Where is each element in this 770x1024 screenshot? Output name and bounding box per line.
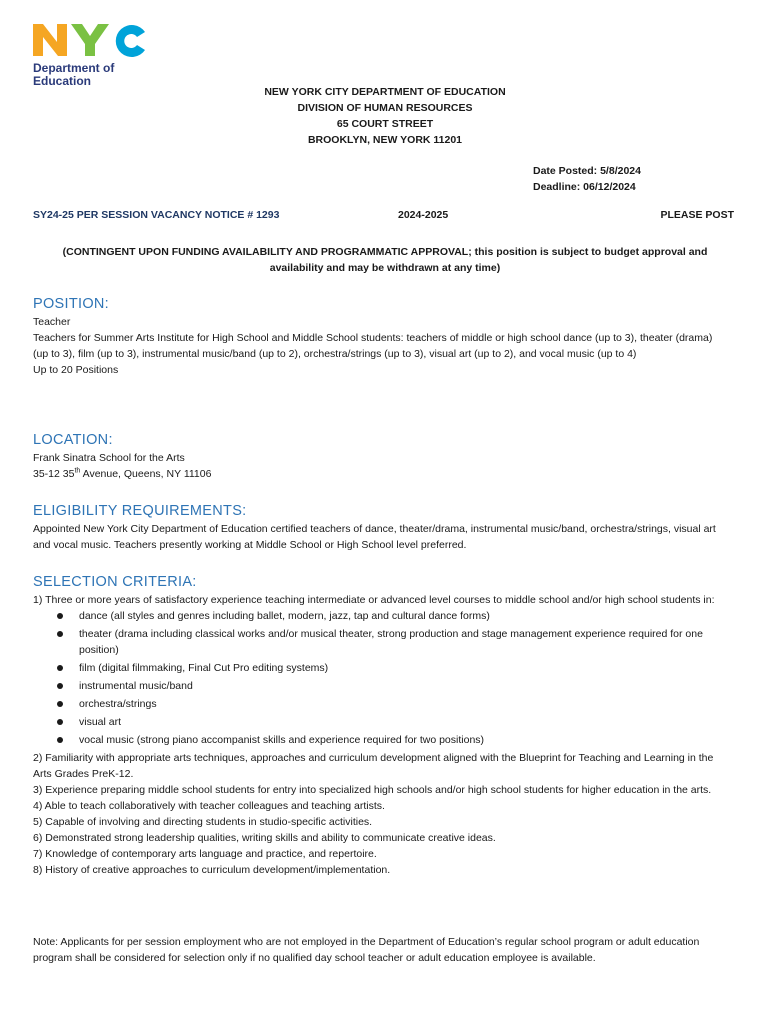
criteria-item: 7) Knowledge of contemporary arts language and practice, and repertoire. — [33, 848, 377, 860]
selection-section — [33, 572, 730, 878]
criteria-item: 8) History of creative approaches to curriculum development/implementation. — [33, 864, 391, 876]
nyc-doe-logo — [33, 22, 149, 88]
logo-letter-n — [33, 24, 67, 56]
address-line: 65 COURT STREET — [336, 118, 434, 130]
section-heading: LOCATION: — [33, 432, 113, 448]
posting-dates — [533, 163, 641, 195]
list-item: dance (all styles and genres including ballet, modern, jazz, tap and cultural dance forms) — [33, 608, 730, 624]
applicant-note: Note: Applicants for per session employment who are not employed in the Department of Education’s regular school program or adult education program shall be considered for selection only if no qualified day school teacher or adult education employee is available. — [33, 936, 700, 964]
school-address: 35-12 35th Avenue, Queens, NY 11106 — [33, 467, 212, 480]
logo-letter-c — [116, 25, 145, 57]
address-line: BROOKLYN, NEW YORK 11201 — [307, 134, 463, 146]
criteria-item: 5) Capable of involving and directing students in studio-specific activities. — [33, 816, 373, 828]
criteria-bullets — [33, 608, 730, 748]
logo-org-name: Department of Education — [33, 61, 115, 88]
address-line: DIVISION OF HUMAN RESOURCES — [297, 102, 473, 114]
criteria-item: 1) Three or more years of satisfactory experience teaching intermediate or advanced level courses to middle school and/or high school students in: — [33, 594, 715, 606]
location-section — [33, 430, 730, 482]
list-item: instrumental music/band — [33, 678, 730, 694]
position-count: Up to 20 Positions — [33, 364, 119, 376]
list-item: theater (drama including classical works and/or musical theater, strong production and stage management experience required for one position) — [33, 626, 730, 658]
please-post: PLEASE POST — [660, 209, 734, 221]
notice-title: SY24-25 PER SESSION VACANCY NOTICE # 1293 — [33, 209, 280, 221]
nyc-logo-icon — [33, 22, 145, 58]
section-heading: SELECTION CRITERIA: — [33, 574, 197, 590]
logo-letter-y — [71, 24, 109, 56]
criteria-item: 6) Demonstrated strong leadership qualities, writing skills and ability to communicate creative ideas. — [33, 832, 496, 844]
position-description: Teachers for Summer Arts Institute for High School and Middle School students: teachers of middle or high school dance (up to 3), theater (drama) (up to 3), film (up to 3), instrumental music/band (up to 2), orchestra/strings (up to 3), visual art (up to 2), and vocal music (up to 4) — [33, 332, 713, 360]
criteria-item: 4) Able to teach collaboratively with teacher colleagues and teaching artists. — [33, 800, 385, 812]
contingent-statement: (CONTINGENT UPON FUNDING AVAILABILITY AND PROGRAMMATIC APPROVAL; this position is subject to budget approval and availability and may be withdrawn at any time) — [62, 246, 708, 274]
date-posted: Date Posted: 5/8/2024 — [533, 165, 641, 177]
list-item: vocal music (strong piano accompanist skills and experience required for two positions) — [33, 732, 730, 748]
position-title: Teacher — [33, 316, 71, 328]
eligibility-section — [33, 501, 730, 553]
deadline: Deadline: 06/12/2024 — [533, 181, 636, 193]
position-section — [33, 294, 730, 378]
address-line: NEW YORK CITY DEPARTMENT OF EDUCATION — [264, 86, 506, 98]
school-name: Frank Sinatra School for the Arts — [33, 452, 185, 464]
criteria-item: 2) Familiarity with appropriate arts techniques, approaches and curriculum development aligned with the Blueprint for Teaching and Learning in the Arts Grades PreK-12. — [33, 752, 714, 780]
list-item: visual art — [33, 714, 730, 730]
school-year: 2024-2025 — [398, 209, 449, 221]
header-address — [0, 84, 770, 148]
list-item: orchestra/strings — [33, 696, 730, 712]
section-heading: ELIGIBILITY REQUIREMENTS: — [33, 503, 247, 519]
list-item: film (digital filmmaking, Final Cut Pro editing systems) — [33, 660, 730, 676]
criteria-item: 3) Experience preparing middle school students for entry into specialized high schools and/or high school students for higher education in the arts. — [33, 784, 712, 796]
section-heading: POSITION: — [33, 296, 110, 312]
eligibility-text: Appointed New York City Department of Education certified teachers of dance, theater/drama, instrumental music/band, orchestra/strings, visual art and vocal music. Teachers presently working at Middle School or High School level preferred. — [33, 523, 716, 551]
